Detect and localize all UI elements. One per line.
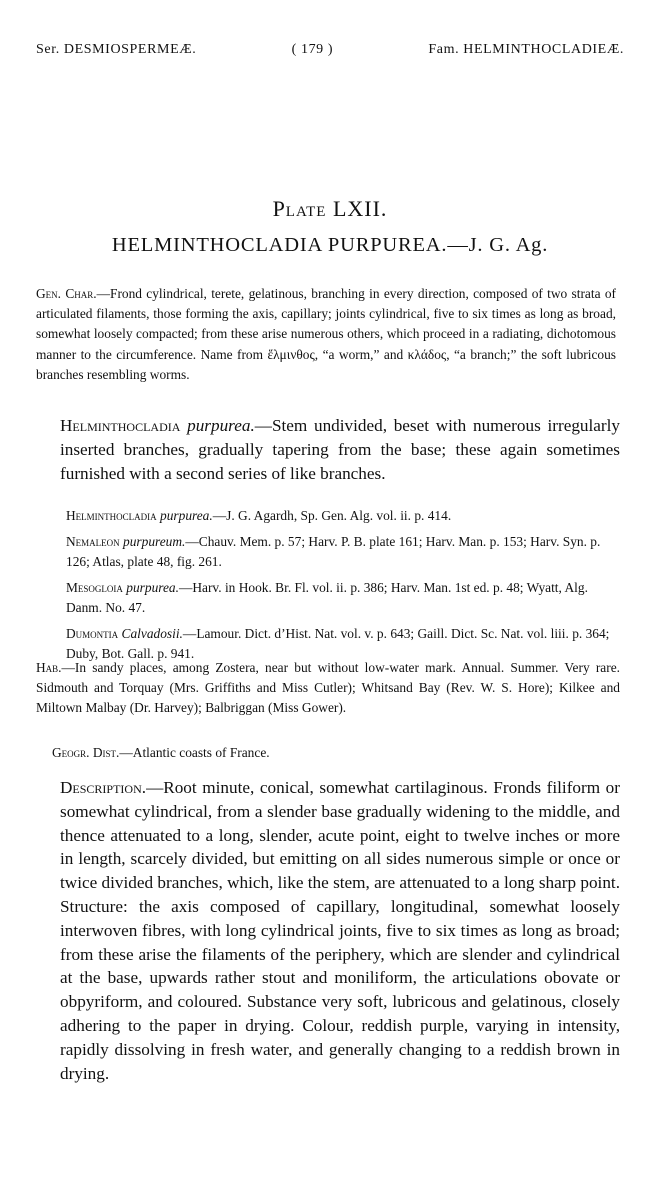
synonym-citation: —Harv. in Hook. Br. Fl. vol. ii. p. 386; Harv. Man. 1st ed. p. 48; Wyatt, Alg. Danm. No. 47.: [66, 580, 588, 615]
synonym-epithet: purpurea.: [160, 508, 213, 523]
species-epithet: purpurea.: [187, 416, 255, 435]
synonym-citation: —Chauv. Mem. p. 57; Harv. P. B. plate 161; Harv. Man. p. 153; Harv. Syn. p. 126; Atlas, plate 48, fig. 261.: [66, 534, 601, 569]
synonym-genus: Nemaleon: [66, 534, 120, 549]
geogr-label: Geogr. Dist.: [52, 745, 120, 760]
synonym-genus: Dumontia: [66, 626, 119, 641]
running-head-left: Ser. DESMIOSPERMEÆ.: [36, 42, 197, 57]
geogr-text: —Atlantic coasts of France.: [119, 745, 270, 760]
synonym-entry: [66, 506, 620, 526]
synonym-entry: [66, 532, 620, 572]
synonym-epithet: Calvadosii.: [121, 626, 183, 641]
description-text: —Root minute, conical, somewhat cartilaginous. Fronds filiform or somewhat cylindrical, from a slender base gradually widening to the middle, and thence attenuated to a long, slender, acute point, eight to twelve inches or more in length, scarcely divided, but emitting on all sides numerous simple or once or twice divided branches, which, like the stem, are attenuated to a long sharp point. Structure: the axis composed of capillary, longitudinal, somewhat loosely interwoven fibres, with long cylindrical joints, five to six times as long as broad; from these arise the filaments of the periphery, which are slender and cylindrical at the base, upwards rather stout and moniliform, the articulations obovate or obpyriform, and coloured. Substance very soft, lubricous and gelatinous, closely adhering to the paper in drying. Colour, reddish purple, varying in intensity, rapidly dissolving in fresh water, and generally changing to a reddish brown in drying.: [60, 778, 620, 1083]
synonym-citation: —J. G. Agardh, Sp. Gen. Alg. vol. ii. p. 414.: [212, 508, 452, 523]
gen-char-text: —Frond cylindrical, terete, gelatinous, branching in every direction, composed of two strata of articulated filaments, those forming the axis, capillary; joints cylindrical, five to six times as long as broad, somewhat loosely compacted; from these arise numerous others, which proceed in a radiating, dichotomous manner to the circumference. Name from ἕλμινθος, “a worm,” and κλάδος, “a branch;” the soft lubricous branches resembling worms.: [36, 286, 616, 382]
description: [60, 776, 620, 1085]
plate-title: Plate LXII.: [272, 196, 388, 221]
geographic-distribution: [52, 745, 616, 761]
habitat-text: —In sandy places, among Zostera, near but without low-water mark. Annual. Summer. Very rare. Sidmouth and Torquay (Mrs. Griffiths and Miss Cutler); Whitsand Bay (Rev. W. S. Hore); Kilkee and Miltown Malbay (Dr. Harvey); Balbriggan (Miss Gower).: [36, 660, 620, 715]
synonym-genus: Helminthocladia: [66, 508, 157, 523]
species-text: —Stem undivided, beset with numerous irregularly inserted branches, gradually tapering from the base; these again sometimes furnished with a second series of like branches.: [60, 416, 621, 483]
synonymy-list: [66, 506, 620, 670]
gen-char-label: Gen. Char.: [36, 286, 97, 301]
species-description: [60, 414, 620, 486]
synonym-genus: Mesogloia: [66, 580, 123, 595]
running-head-right: Fam. HELMINTHOCLADIEÆ.: [428, 42, 624, 57]
page-number: ( 179 ): [291, 42, 334, 57]
synonym-epithet: purpureum.: [123, 534, 186, 549]
synonym-epithet: purpurea.: [126, 580, 179, 595]
species-heading: HELMINTHOCLADIA PURPUREA.—J. G. Ag.: [111, 234, 549, 256]
habitat-label: Hab.: [36, 660, 62, 675]
species-genus: Helminthocladia: [60, 416, 181, 435]
running-head: [36, 42, 624, 58]
generic-character: [36, 284, 616, 385]
synonym-citation: —Lamour. Dict. d’Hist. Nat. vol. v. p. 643; Gaill. Dict. Sc. Nat. vol. liii. p. 364; Duby, Bot. Gall. p. 941.: [66, 626, 610, 661]
description-label: Description.: [60, 778, 147, 797]
habitat: [36, 658, 620, 718]
synonym-entry: [66, 578, 620, 618]
